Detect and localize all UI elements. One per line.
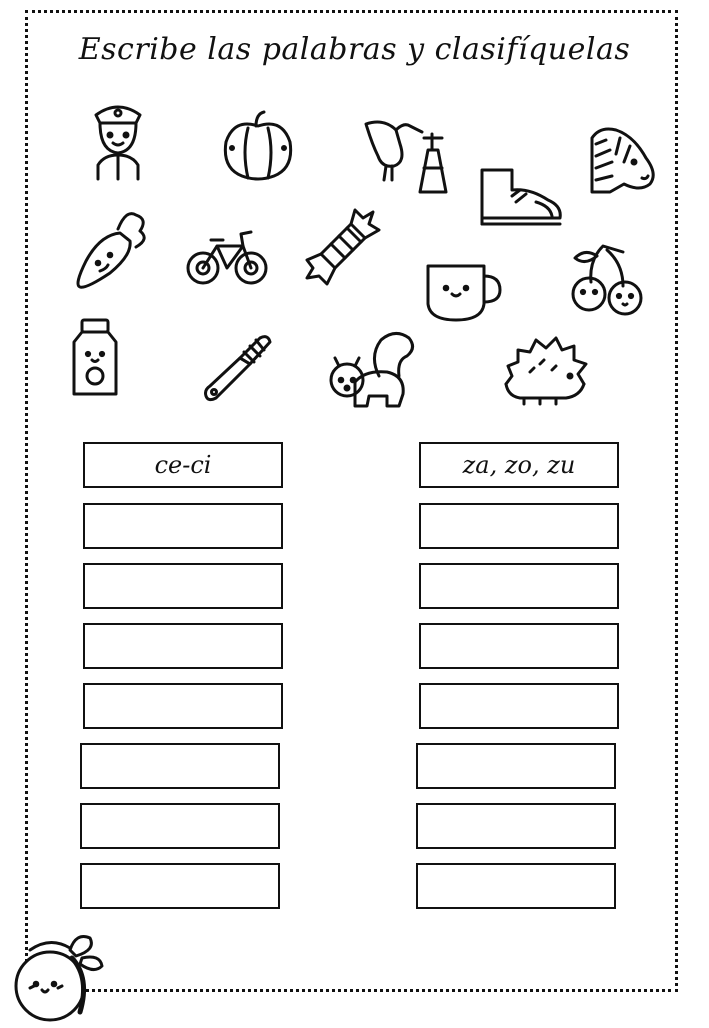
bicycle-icon — [185, 226, 269, 288]
skunk-icon — [325, 326, 417, 410]
cup-icon — [422, 260, 504, 324]
juice-carton-icon — [68, 316, 122, 400]
answer-box-za-zo-zu-5[interactable] — [416, 743, 616, 789]
answer-box-ce-ci-4[interactable] — [83, 683, 283, 729]
answer-box-za-zo-zu-4[interactable] — [419, 683, 619, 729]
shoe-icon — [476, 166, 566, 228]
cherries-icon — [567, 240, 647, 320]
stork-with-cone-icon — [360, 114, 460, 198]
answer-box-ce-ci-6[interactable] — [80, 803, 280, 849]
column-header-za-zo-zu: za, zo, zu — [419, 442, 619, 488]
answer-box-ce-ci-7[interactable] — [80, 863, 280, 909]
worksheet-title: Escribe las palabras y clasifíquelas — [78, 32, 631, 67]
column-header-ce-ci: ce-ci — [83, 442, 283, 488]
answer-box-za-zo-zu-3[interactable] — [419, 623, 619, 669]
police-officer-icon — [82, 95, 154, 181]
zebra-icon — [586, 124, 662, 196]
bee-mascot-icon — [10, 928, 110, 1024]
answer-box-za-zo-zu-7[interactable] — [416, 863, 616, 909]
answer-box-ce-ci-3[interactable] — [83, 623, 283, 669]
answer-box-za-zo-zu-6[interactable] — [416, 803, 616, 849]
pumpkin-icon — [218, 108, 298, 182]
hedgehog-icon — [500, 332, 592, 408]
answer-box-ce-ci-1[interactable] — [83, 503, 283, 549]
answer-box-ce-ci-5[interactable] — [80, 743, 280, 789]
carrot-icon — [70, 205, 152, 291]
answer-box-ce-ci-2[interactable] — [83, 563, 283, 609]
answer-box-za-zo-zu-1[interactable] — [419, 503, 619, 549]
candy-icon — [303, 206, 381, 286]
answer-box-za-zo-zu-2[interactable] — [419, 563, 619, 609]
brush-icon — [200, 328, 276, 404]
